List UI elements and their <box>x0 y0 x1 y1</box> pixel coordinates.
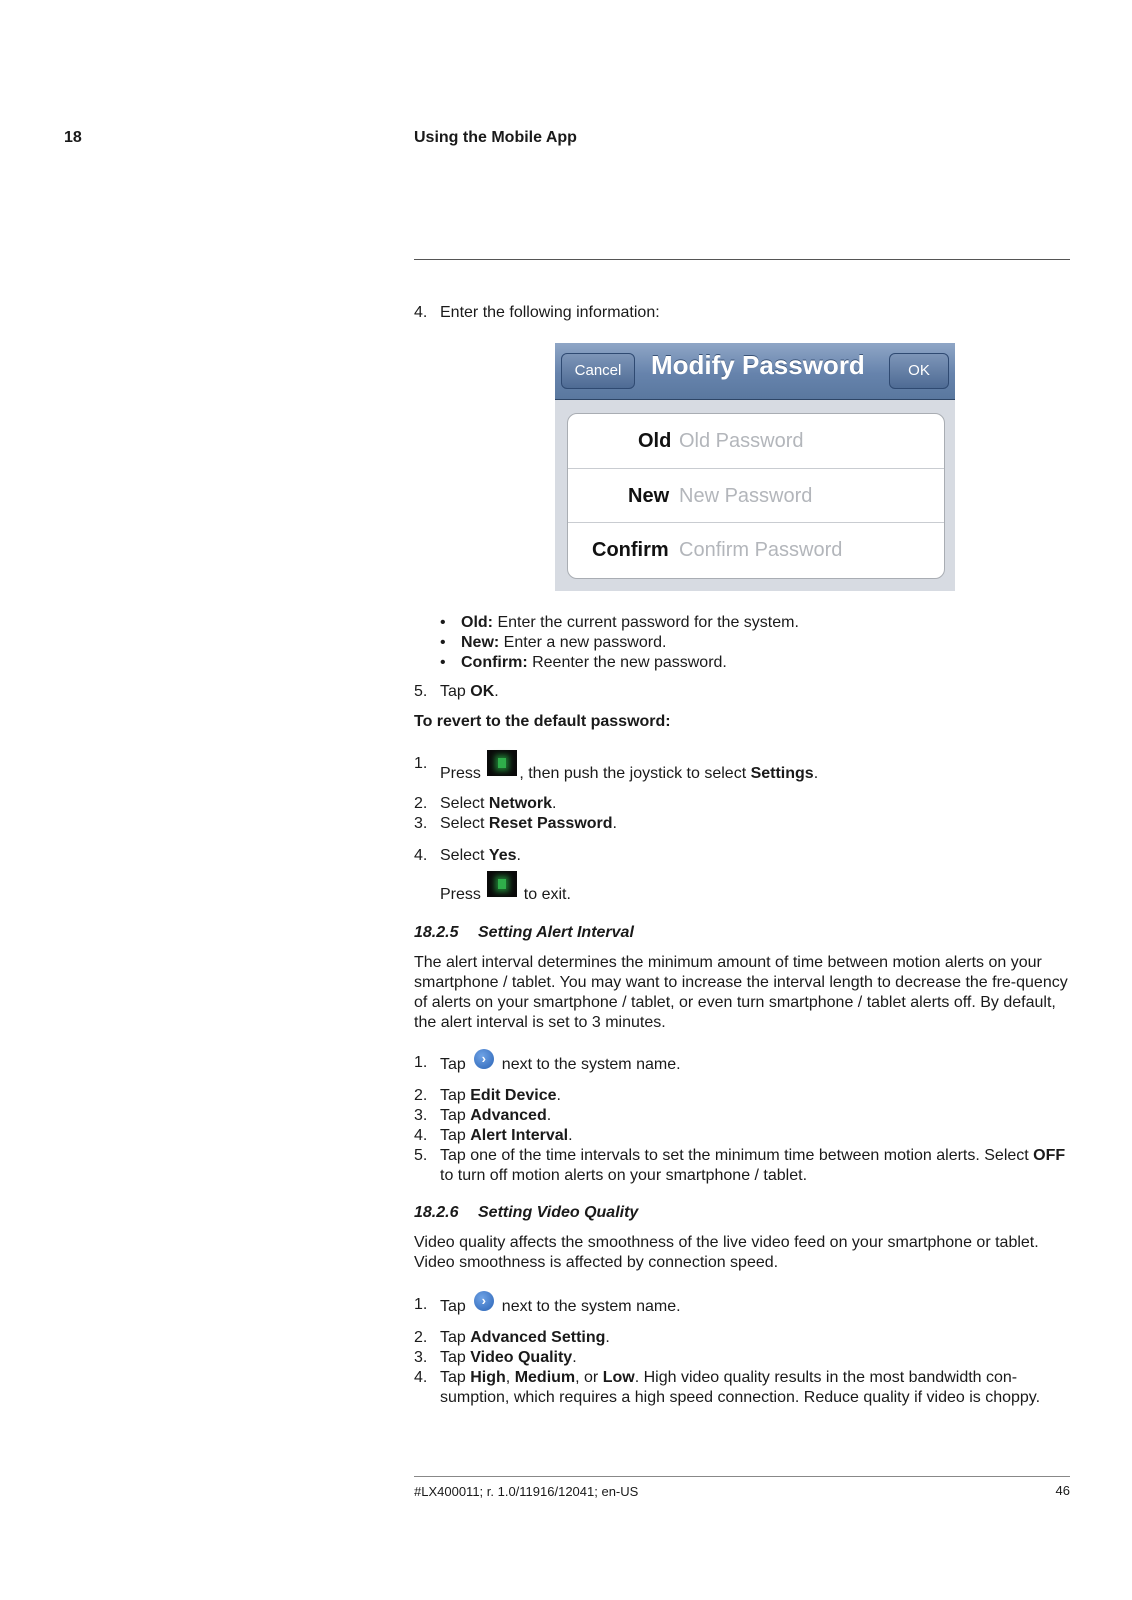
menu-button-icon <box>487 750 517 776</box>
old-password-field[interactable]: Old Password <box>679 430 804 452</box>
bullet-new: • New: Enter a new password. <box>414 633 1074 653</box>
section-heading-video: 18.2.6 Setting Video Quality <box>414 1204 639 1221</box>
ok-button[interactable]: OK <box>889 353 949 389</box>
old-password-row[interactable] <box>568 414 944 468</box>
alert-step-3: 3. Tap Advanced. <box>414 1107 552 1124</box>
cancel-button[interactable]: Cancel <box>561 353 635 389</box>
footer-rule <box>414 1476 1070 1477</box>
menu-button-icon <box>487 871 517 897</box>
revert-exit: Press to exit. <box>414 875 1074 905</box>
phone-nav-bar <box>555 343 955 400</box>
alert-step-5: 5. Tap one of the time intervals to set the minimum time between motion alerts. Select OFF to turn off motion alerts on your smartphone / tablet. <box>414 1147 1066 1184</box>
password-form <box>567 413 945 579</box>
video-step-4: 4. Tap High, Medium, or Low. High video quality results in the most bandwidth con-sumption, which requires a high speed connection. Reduce quality if video is choppy. <box>414 1369 1041 1406</box>
modify-password-screenshot <box>555 343 955 591</box>
alert-step-4: 4. Tap Alert Interval. <box>414 1127 573 1144</box>
old-label: Old <box>638 430 672 452</box>
new-password-field[interactable]: New Password <box>679 485 813 507</box>
bullet-confirm: • Confirm: Reenter the new password. <box>414 653 1074 673</box>
alert-body: The alert interval determines the minimum amount of time between motion alerts on your smartphone / tablet. You may want to increase the interval length to decrease the fre-quency of alerts on your smartphone / tablet, or even turn smartphone / tablet alerts off. By default, the alert interval is set to 3 minutes. <box>414 954 1068 1031</box>
confirm-password-field[interactable]: Confirm Password <box>679 539 843 561</box>
revert-step-3: 3. Select Reset Password. <box>414 815 617 832</box>
footer-doc-id: #LX400011; r. 1.0/11916/12041; en-US <box>414 1484 639 1499</box>
phone-title: Modify Password <box>651 350 865 380</box>
video-step-3: 3. Tap Video Quality. <box>414 1349 577 1366</box>
video-step-2: 2. Tap Advanced Setting. <box>414 1329 610 1346</box>
confirm-password-row[interactable] <box>568 522 944 577</box>
section-heading-alert: 18.2.5 Setting Alert Interval <box>414 924 634 941</box>
revert-step-2: 2. Select Network. <box>414 795 557 812</box>
video-step-1: 1. Tap › next to the system name. <box>414 1293 681 1315</box>
new-password-row[interactable] <box>568 468 944 523</box>
page-content <box>414 303 1074 1408</box>
step-tap-ok: 5. Tap OK. <box>414 683 499 700</box>
chapter-number: 18 <box>64 129 82 146</box>
alert-step-2: 2. Tap Edit Device. <box>414 1087 561 1104</box>
confirm-label: Confirm <box>592 539 669 561</box>
revert-heading: To revert to the default password: <box>414 713 671 730</box>
video-body: Video quality affects the smoothness of the live video feed on your smartphone or tablet. Video smoothness is affected by connection speed. <box>414 1234 1039 1271</box>
revert-step-4: 4. Select Yes. <box>414 847 521 864</box>
new-label: New <box>628 485 670 507</box>
footer-page-number: 46 <box>1055 1483 1070 1498</box>
chevron-right-icon: › <box>474 1049 494 1069</box>
alert-step-1: 1. Tap › next to the system name. <box>414 1051 681 1073</box>
step-enter-info: 4. Enter the following information: <box>414 304 660 321</box>
header-rule <box>414 259 1070 260</box>
bullet-old: • Old: Enter the current password for the system. <box>414 613 1074 633</box>
chevron-right-icon: › <box>474 1291 494 1311</box>
chapter-title: Using the Mobile App <box>414 129 577 146</box>
revert-step-1: 1. Press , then push the joystick to select Settings. <box>414 754 1074 784</box>
